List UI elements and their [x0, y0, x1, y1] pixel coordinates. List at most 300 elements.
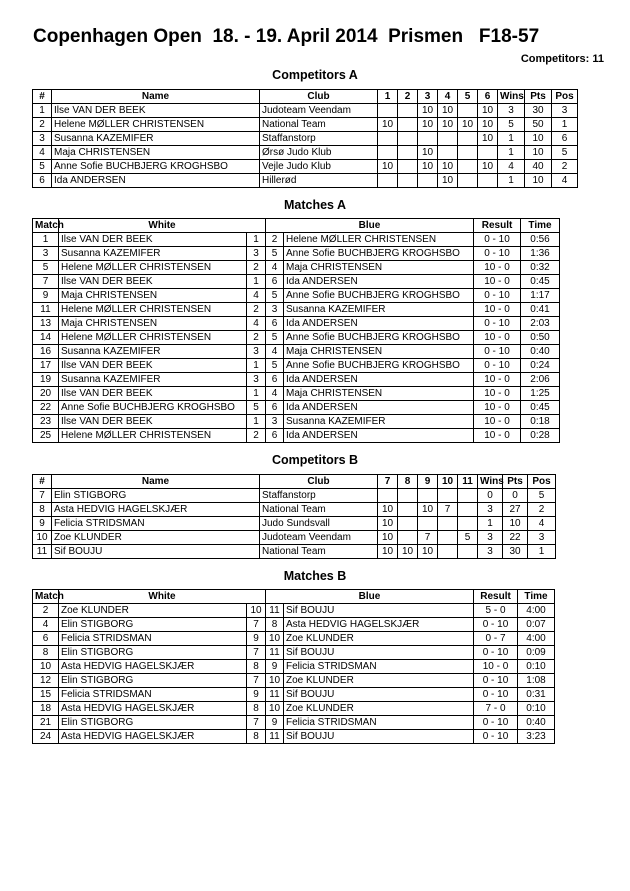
table-cell: 17 — [33, 359, 59, 373]
table-cell: 1 — [498, 146, 525, 160]
table-cell: 9 — [247, 632, 266, 646]
table-cell: 0:10 — [518, 702, 555, 716]
table-cell: 0 - 10 — [474, 289, 521, 303]
table-cell: 0:10 — [518, 660, 555, 674]
table-cell: 23 — [33, 415, 59, 429]
table-cell: Susanna KAZEMIFER — [284, 303, 474, 317]
column-header: Wins — [478, 475, 503, 489]
table-cell: Staffanstorp — [260, 132, 378, 146]
table-cell: 12 — [33, 674, 59, 688]
table-cell — [458, 146, 478, 160]
table-cell: 3 — [266, 303, 284, 317]
table-cell: 5 — [266, 331, 284, 345]
table-cell: Anne Sofie BUCHBJERG KROGHSBO — [284, 289, 474, 303]
column-header: 1 — [378, 90, 398, 104]
competitors-count: Competitors: 11 — [520, 53, 604, 65]
table-cell: 7 — [247, 618, 266, 632]
table-cell: 4 — [247, 289, 266, 303]
table-cell: 11 — [266, 730, 284, 744]
table-cell: Ida ANDERSEN — [284, 401, 474, 415]
table-cell: 10 — [378, 531, 398, 545]
table-cell: 0 - 10 — [474, 345, 521, 359]
table-cell: 0:50 — [521, 331, 560, 345]
table-cell: 8 — [247, 730, 266, 744]
table-cell: 1 — [247, 359, 266, 373]
competitors-b-table — [32, 474, 556, 559]
table-cell: 2 — [247, 331, 266, 345]
table-cell: 10 — [378, 160, 398, 174]
column-header: Time — [518, 590, 555, 604]
match-row — [33, 401, 560, 415]
table-cell: 10 — [438, 160, 458, 174]
table-cell: 0:40 — [521, 345, 560, 359]
table-cell: 1 — [478, 517, 503, 531]
table-cell: 10 — [478, 160, 498, 174]
table-cell — [418, 517, 438, 531]
matches-b-heading: Matches B — [283, 569, 347, 583]
table-cell: 3 — [528, 531, 556, 545]
table-cell: 11 — [266, 604, 284, 618]
competitors-a-table — [32, 89, 578, 188]
table-cell: 0 - 10 — [474, 688, 518, 702]
table-cell: 0:45 — [521, 401, 560, 415]
table-cell: 6 — [552, 132, 578, 146]
match-row — [33, 688, 555, 702]
table-cell: Hillerød — [260, 174, 378, 188]
table-cell: 10 — [525, 132, 552, 146]
table-cell: Vejle Judo Klub — [260, 160, 378, 174]
table-cell: 50 — [525, 118, 552, 132]
table-cell: 3 — [247, 373, 266, 387]
table-cell: Sif BOUJU — [284, 646, 474, 660]
table-cell: 15 — [33, 688, 59, 702]
column-header: Result — [474, 590, 518, 604]
table-cell: 2 — [33, 604, 59, 618]
match-row — [33, 415, 560, 429]
table-row — [33, 545, 556, 559]
table-cell: 0 - 10 — [474, 317, 521, 331]
table-cell: Zoe KLUNDER — [59, 604, 247, 618]
table-cell: 3 — [552, 104, 578, 118]
table-cell: Helene MØLLER CHRISTENSEN — [59, 331, 247, 345]
table-row — [33, 489, 556, 503]
column-header: Name — [52, 90, 260, 104]
column-header: Pos — [552, 90, 578, 104]
table-cell: 25 — [33, 429, 59, 443]
table-cell: 0 - 10 — [474, 674, 518, 688]
column-header: 5 — [458, 90, 478, 104]
table-cell: 4 — [528, 517, 556, 531]
table-cell: Ørsø Judo Klub — [260, 146, 378, 160]
table-cell: 13 — [33, 317, 59, 331]
table-cell: 11 — [266, 646, 284, 660]
table-cell: Ilse VAN DER BEEK — [52, 104, 260, 118]
table-cell: 10 - 0 — [474, 387, 521, 401]
table-cell: 10 — [378, 517, 398, 531]
match-row — [33, 317, 560, 331]
table-cell: 5 — [528, 489, 556, 503]
table-cell: Ida ANDERSEN — [284, 317, 474, 331]
table-cell: 2 — [552, 160, 578, 174]
table-row — [33, 503, 556, 517]
table-cell: 10 — [378, 503, 398, 517]
table-cell: 0 - 10 — [474, 247, 521, 261]
table-cell: 10 — [525, 174, 552, 188]
column-header: Blue — [266, 590, 474, 604]
table-cell: Ida ANDERSEN — [52, 174, 260, 188]
table-cell: 3:23 — [518, 730, 555, 744]
table-cell: 10 — [418, 503, 438, 517]
table-cell: 11 — [33, 303, 59, 317]
column-header: White — [59, 590, 266, 604]
table-cell: 1 — [247, 387, 266, 401]
table-cell: 8 — [247, 702, 266, 716]
table-cell: 21 — [33, 716, 59, 730]
matches-a-table — [32, 218, 560, 443]
table-cell: 10 — [438, 118, 458, 132]
table-cell — [458, 160, 478, 174]
matches-a-heading: Matches A — [283, 198, 347, 212]
table-cell — [398, 160, 418, 174]
table-cell: Helene MØLLER CHRISTENSEN — [59, 429, 247, 443]
table-cell: Felicia STRIDSMAN — [284, 716, 474, 730]
table-cell: 0:28 — [521, 429, 560, 443]
table-cell — [398, 503, 418, 517]
table-cell: Anne Sofie BUCHBJERG KROGHSBO — [59, 401, 247, 415]
table-cell — [398, 146, 418, 160]
table-cell: 1 — [498, 174, 525, 188]
table-cell: 1 — [247, 415, 266, 429]
table-cell: Elin STIGBORG — [52, 489, 260, 503]
table-cell: 10 — [418, 545, 438, 559]
table-cell: 4 — [33, 618, 59, 632]
match-row — [33, 429, 560, 443]
table-cell: 2 — [528, 503, 556, 517]
table-cell: 7 — [33, 275, 59, 289]
table-cell: 7 — [247, 674, 266, 688]
match-row — [33, 247, 560, 261]
table-cell — [378, 104, 398, 118]
table-cell: Asta HEDVIG HAGELSKJÆR — [52, 503, 260, 517]
table-cell: 0 - 10 — [474, 233, 521, 247]
table-cell: 9 — [266, 660, 284, 674]
table-cell: 5 — [247, 401, 266, 415]
table-cell: Ilse VAN DER BEEK — [59, 415, 247, 429]
table-cell: Helene MØLLER CHRISTENSEN — [59, 303, 247, 317]
table-cell: 10 — [398, 545, 418, 559]
table-cell: Asta HEDVIG HAGELSKJÆR — [59, 660, 247, 674]
table-cell: 4 — [552, 174, 578, 188]
table-cell: 1 — [247, 233, 266, 247]
table-cell: 10 — [418, 104, 438, 118]
column-header: 4 — [438, 90, 458, 104]
table-cell: Susanna KAZEMIFER — [59, 373, 247, 387]
table-cell: 10 — [418, 118, 438, 132]
table-cell: 6 — [33, 174, 52, 188]
table-cell: 10 - 0 — [474, 331, 521, 345]
table-cell: 0:41 — [521, 303, 560, 317]
column-header: 3 — [418, 90, 438, 104]
table-cell: 11 — [33, 545, 52, 559]
table-cell: 10 — [266, 702, 284, 716]
table-cell — [438, 517, 458, 531]
table-cell: Maja CHRISTENSEN — [284, 387, 474, 401]
table-cell: 7 — [33, 489, 52, 503]
table-cell: 40 — [525, 160, 552, 174]
table-cell: Maja CHRISTENSEN — [59, 317, 247, 331]
table-cell: 30 — [525, 104, 552, 118]
column-header: Pos — [528, 475, 556, 489]
match-row — [33, 303, 560, 317]
table-cell: 0:31 — [518, 688, 555, 702]
table-cell: 7 — [247, 716, 266, 730]
table-cell: 3 — [247, 345, 266, 359]
match-row — [33, 716, 555, 730]
column-header: 8 — [398, 475, 418, 489]
table-cell: Anne Sofie BUCHBJERG KROGHSBO — [284, 331, 474, 345]
table-cell: 5 - 0 — [474, 604, 518, 618]
table-cell: Zoe KLUNDER — [52, 531, 260, 545]
table-cell: 1 — [33, 104, 52, 118]
competitors-a-heading: Competitors A — [272, 68, 358, 82]
table-cell: 10 - 0 — [474, 401, 521, 415]
table-cell: 1 — [552, 118, 578, 132]
table-cell: 3 — [266, 415, 284, 429]
match-row — [33, 261, 560, 275]
table-cell: 16 — [33, 345, 59, 359]
table-cell: 4 — [498, 160, 525, 174]
table-cell: 10 — [438, 104, 458, 118]
table-cell: 9 — [33, 289, 59, 303]
table-cell: Susanna KAZEMIFER — [284, 415, 474, 429]
table-cell: 4 — [266, 345, 284, 359]
table-cell — [378, 132, 398, 146]
table-cell — [458, 132, 478, 146]
column-header: # — [33, 90, 52, 104]
table-cell: 10 - 0 — [474, 373, 521, 387]
match-row — [33, 331, 560, 345]
table-cell: 14 — [33, 331, 59, 345]
table-cell — [458, 174, 478, 188]
table-cell — [438, 545, 458, 559]
table-cell: Zoe KLUNDER — [284, 674, 474, 688]
table-cell: Helene MØLLER CHRISTENSEN — [52, 118, 260, 132]
table-cell: 6 — [266, 317, 284, 331]
table-cell: Helene MØLLER CHRISTENSEN — [59, 261, 247, 275]
table-cell: Ilse VAN DER BEEK — [59, 387, 247, 401]
column-header: Club — [260, 90, 378, 104]
table-cell: 2:06 — [521, 373, 560, 387]
table-cell: 0 — [478, 489, 503, 503]
table-cell — [378, 174, 398, 188]
table-cell — [478, 174, 498, 188]
column-header: Wins — [498, 90, 525, 104]
column-header: 6 — [478, 90, 498, 104]
table-cell: 22 — [33, 401, 59, 415]
table-cell: Maja CHRISTENSEN — [284, 345, 474, 359]
table-cell: 3 — [33, 132, 52, 146]
table-cell: 10 — [266, 674, 284, 688]
table-cell: 10 - 0 — [474, 275, 521, 289]
table-cell: 8 — [266, 618, 284, 632]
table-cell: 4:00 — [518, 632, 555, 646]
column-header: Result — [474, 219, 521, 233]
table-cell: Sif BOUJU — [284, 730, 474, 744]
match-row — [33, 289, 560, 303]
table-cell: 7 — [247, 646, 266, 660]
table-cell: 1:17 — [521, 289, 560, 303]
table-cell: 1 — [33, 233, 59, 247]
table-cell: 4 — [247, 317, 266, 331]
table-cell: Maja CHRISTENSEN — [284, 261, 474, 275]
table-cell: Zoe KLUNDER — [284, 632, 474, 646]
table-cell: 6 — [33, 632, 59, 646]
table-cell: 11 — [266, 688, 284, 702]
column-header: 2 — [398, 90, 418, 104]
table-cell: Anne Sofie BUCHBJERG KROGHSBO — [284, 247, 474, 261]
table-cell: Susanna KAZEMIFER — [59, 247, 247, 261]
table-cell — [478, 146, 498, 160]
table-cell: Judoteam Veendam — [260, 531, 378, 545]
table-cell: 0:32 — [521, 261, 560, 275]
table-cell: 10 — [478, 118, 498, 132]
column-header: Match — [33, 219, 59, 233]
table-row — [33, 118, 578, 132]
match-row — [33, 359, 560, 373]
table-cell: National Team — [260, 118, 378, 132]
table-cell: 6 — [266, 275, 284, 289]
column-header: Pts — [503, 475, 528, 489]
table-cell — [438, 531, 458, 545]
match-row — [33, 233, 560, 247]
table-cell: Zoe KLUNDER — [284, 702, 474, 716]
table-cell: 10 - 0 — [474, 261, 521, 275]
table-cell — [398, 174, 418, 188]
table-cell: 8 — [247, 660, 266, 674]
table-cell: 1:08 — [518, 674, 555, 688]
table-cell: 4 — [33, 146, 52, 160]
table-cell: 9 — [247, 688, 266, 702]
table-cell: 1:25 — [521, 387, 560, 401]
table-cell: Felicia STRIDSMAN — [52, 517, 260, 531]
table-cell: 0 - 10 — [474, 618, 518, 632]
table-cell: 10 — [438, 174, 458, 188]
table-cell — [458, 503, 478, 517]
table-cell: Sif BOUJU — [284, 688, 474, 702]
table-cell: 10 — [33, 531, 52, 545]
table-cell: 4 — [266, 387, 284, 401]
table-cell: Judoteam Veendam — [260, 104, 378, 118]
table-cell: 10 — [478, 104, 498, 118]
match-row — [33, 660, 555, 674]
table-cell: 27 — [503, 503, 528, 517]
table-cell: Anne Sofie BUCHBJERG KROGHSBO — [52, 160, 260, 174]
table-cell — [418, 132, 438, 146]
table-cell — [438, 132, 458, 146]
table-cell: 1:36 — [521, 247, 560, 261]
column-header: Pts — [525, 90, 552, 104]
column-header: Name — [52, 475, 260, 489]
table-cell: 10 — [247, 604, 266, 618]
match-row — [33, 275, 560, 289]
table-cell: 9 — [266, 716, 284, 730]
column-header: 11 — [458, 475, 478, 489]
table-cell: Susanna KAZEMIFER — [52, 132, 260, 146]
table-cell: Felicia STRIDSMAN — [59, 632, 247, 646]
table-cell: Ilse VAN DER BEEK — [59, 359, 247, 373]
table-cell: Maja CHRISTENSEN — [52, 146, 260, 160]
match-row — [33, 646, 555, 660]
table-cell: 10 — [378, 118, 398, 132]
table-cell: 30 — [503, 545, 528, 559]
table-cell: 3 — [247, 247, 266, 261]
table-cell: 10 — [266, 632, 284, 646]
table-cell: Felicia STRIDSMAN — [59, 688, 247, 702]
table-cell: 10 - 0 — [474, 660, 518, 674]
match-row — [33, 604, 555, 618]
table-cell: 7 - 0 — [474, 702, 518, 716]
table-cell: 10 — [458, 118, 478, 132]
table-cell: 1 — [528, 545, 556, 559]
table-cell: 0 - 10 — [474, 730, 518, 744]
table-cell: 0 - 10 — [474, 716, 518, 730]
table-cell — [398, 489, 418, 503]
table-cell: 3 — [478, 503, 503, 517]
table-cell: 7 — [438, 503, 458, 517]
table-cell: 10 — [418, 160, 438, 174]
table-cell: 5 — [458, 531, 478, 545]
table-cell: 10 — [478, 132, 498, 146]
table-cell: 1 — [498, 132, 525, 146]
table-cell: 0 - 10 — [474, 359, 521, 373]
table-cell — [398, 104, 418, 118]
table-cell — [398, 118, 418, 132]
table-cell: 0:56 — [521, 233, 560, 247]
table-cell: Elin STIGBORG — [59, 674, 247, 688]
match-row — [33, 387, 560, 401]
table-cell: 6 — [266, 401, 284, 415]
table-row — [33, 517, 556, 531]
table-cell: 10 — [378, 545, 398, 559]
table-cell: 2 — [266, 233, 284, 247]
table-cell: 5 — [498, 118, 525, 132]
page-title: Copenhagen Open 18. - 19. April 2014 Prismen F18-57 — [33, 26, 540, 47]
table-cell — [418, 174, 438, 188]
table-row — [33, 132, 578, 146]
column-header: Time — [521, 219, 560, 233]
table-cell: Elin STIGBORG — [59, 646, 247, 660]
table-cell: 3 — [498, 104, 525, 118]
table-cell: 6 — [266, 429, 284, 443]
table-cell: 8 — [33, 646, 59, 660]
table-cell: 10 - 0 — [474, 429, 521, 443]
table-cell: Susanna KAZEMIFER — [59, 345, 247, 359]
table-cell — [418, 489, 438, 503]
table-cell: Ida ANDERSEN — [284, 275, 474, 289]
table-cell: 24 — [33, 730, 59, 744]
table-cell: 2 — [33, 118, 52, 132]
table-cell: 0:45 — [521, 275, 560, 289]
table-cell: 5 — [266, 247, 284, 261]
column-header: 7 — [378, 475, 398, 489]
table-cell — [398, 531, 418, 545]
table-cell — [398, 132, 418, 146]
table-cell: 20 — [33, 387, 59, 401]
table-cell: 4 — [266, 261, 284, 275]
table-cell: 7 — [418, 531, 438, 545]
column-header: 9 — [418, 475, 438, 489]
match-row — [33, 632, 555, 646]
